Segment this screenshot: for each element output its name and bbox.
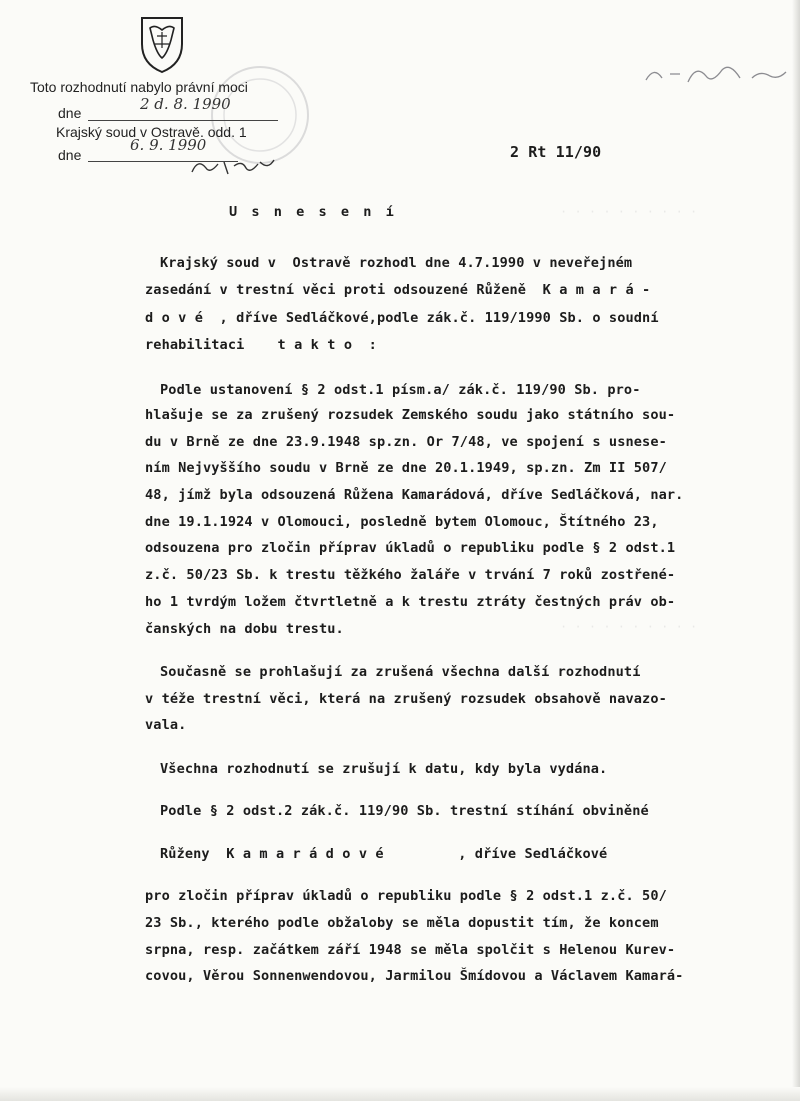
body-text-line: rehabilitaci t a k t o : bbox=[145, 337, 377, 353]
body-text-line: srpna, resp. začátkem září 1948 se měla spolčit s Helenou Kurev- bbox=[145, 942, 676, 958]
body-text-line: odsouzena pro zločin příprav úkladů o republiku podle § 2 odst.1 bbox=[145, 540, 676, 556]
show-through-text: · · · · · · · · · · bbox=[560, 205, 698, 219]
body-text-line: du v Brně ze dne 23.9.1948 sp.zn. Or 7/48, ve spojení s usnese- bbox=[145, 434, 667, 450]
stamp-date-handwritten: 2 d. 8. 1990 bbox=[140, 95, 231, 113]
body-text-line: v téže trestní věci, která na zrušený rozsudek obsahově navazo- bbox=[145, 691, 667, 707]
body-text-line: 23 Sb., kterého podle obžaloby se měla dopustit tím, že koncem bbox=[145, 915, 659, 931]
body-text-line: vala. bbox=[145, 717, 187, 733]
body-text-line: ho 1 tvrdým ložem čtvrtletně a k trestu ztráty čestných práv ob- bbox=[145, 594, 676, 610]
body-text-line: Současně se prohlašují za zrušená všechna další rozhodnutí bbox=[160, 664, 641, 680]
body-text-line: 48, jímž byla odsouzená Růžena Kamarádová, dříve Sedláčková, nar. bbox=[145, 487, 684, 503]
round-stamp-icon bbox=[205, 60, 315, 170]
page-bottom-edge bbox=[0, 1087, 800, 1101]
body-text-line: Podle ustanovení § 2 odst.1 písm.a/ zák.č. 119/90 Sb. pro- bbox=[160, 382, 641, 398]
body-text-line: covou, Věrou Sonnenwendovou, Jarmilou Šmídovou a Václavem Kamará- bbox=[145, 968, 684, 984]
body-text-line: Podle § 2 odst.2 zák.č. 119/90 Sb. trestní stíhání obviněné bbox=[160, 803, 649, 819]
handwritten-initials-signature bbox=[188, 156, 278, 178]
body-text-line: d o v é , dříve Sedláčkové,podle zák.č. 119/1990 Sb. o soudní bbox=[145, 310, 659, 326]
handwritten-signature-top-right bbox=[640, 60, 790, 90]
body-text-line: ním Nejvyššího soudu v Brně ze dne 20.1.1949, sp.zn. Zm II 507/ bbox=[145, 460, 667, 476]
body-text-line: Krajský soud v Ostravě rozhodl dne 4.7.1990 v neveřejném bbox=[160, 255, 633, 271]
stamp-date-rule bbox=[88, 120, 278, 121]
file-reference: 2 Rt 11/90 bbox=[510, 143, 602, 161]
stamp-date-label-2: dne bbox=[58, 147, 82, 163]
page-edge bbox=[792, 0, 800, 1101]
body-text-line: pro zločin příprav úkladů o republiku podle § 2 odst.1 z.č. 50/ bbox=[145, 888, 667, 904]
body-text-line: čanských na dobu trestu. bbox=[145, 621, 344, 637]
stamp-date-label: dne bbox=[58, 105, 82, 121]
body-text-line: z.č. 50/23 Sb. k trestu těžkého žaláře v trvání 7 roků zostřené- bbox=[145, 567, 676, 583]
body-text-line: hlašuje se za zrušený rozsudek Zemského soudu jako státního sou- bbox=[145, 407, 676, 423]
body-text-line: zasedání v trestní věci proti odsouzené Růženě K a m a r á - bbox=[145, 282, 651, 298]
stamp-date-handwritten-2: 6. 9. 1990 bbox=[130, 136, 207, 154]
stamp-legal-validity: Toto rozhodnutí nabylo právní moci bbox=[30, 79, 248, 95]
document-title: U s n e s e n í bbox=[229, 204, 397, 220]
body-text-line: Růženy K a m a r á d o v é , dříve Sedláčkové bbox=[160, 846, 608, 862]
body-text-line: dne 19.1.1924 v Olomouci, posledně bytem Olomouc, Štítného 23, bbox=[145, 514, 659, 530]
stamp-court: Krajský soud v Ostravě. odd. 1 bbox=[56, 124, 247, 140]
state-emblem-icon bbox=[137, 14, 187, 74]
body-text-line: Všechna rozhodnutí se zrušují k datu, kdy byla vydána. bbox=[160, 761, 608, 777]
show-through-text: · · · · · · · · · · bbox=[560, 620, 698, 634]
